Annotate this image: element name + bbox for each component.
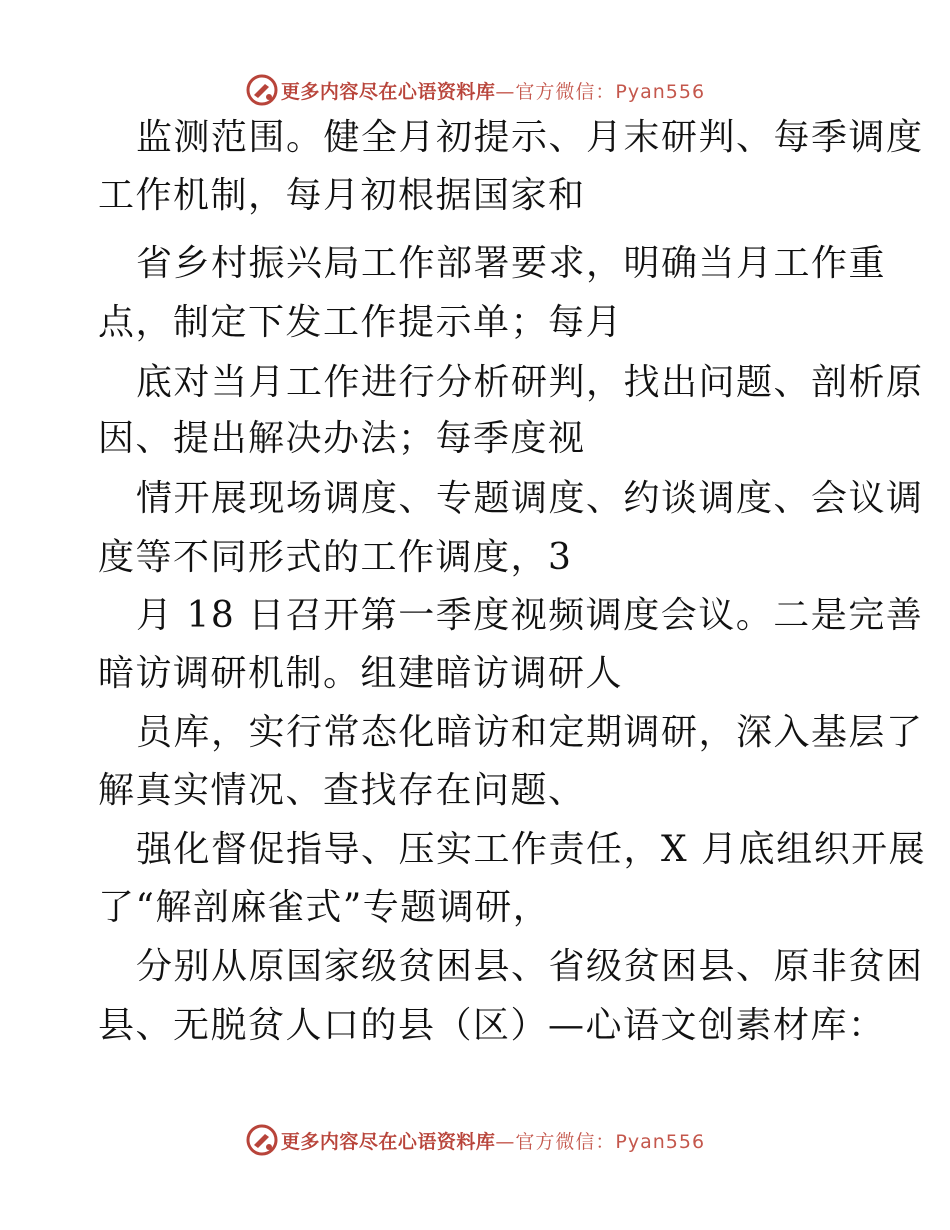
body-line: 工作机制，每月初根据国家和: [98, 175, 586, 216]
body-line: 情开展现场调度、专题调度、约谈调度、会议调: [136, 478, 924, 519]
body-line: 分别从原国家级贫困县、省级贫困县、原非贫困: [136, 946, 924, 987]
body-line: 因、提出解决办法；每季度视: [98, 418, 586, 459]
body-line: 月 18 日召开第一季度视频调度会议。二是完善: [136, 595, 924, 636]
body-line: 度等不同形式的工作调度，3: [98, 537, 573, 578]
body-line: 解真实情况、查找存在问题、: [98, 770, 586, 811]
body-line: 点，制定下发工作提示单；每月: [98, 302, 624, 343]
brand-logo-icon: [245, 73, 279, 107]
body-line: 暗访调研机制。组建暗访调研人: [98, 653, 624, 694]
body-line: 强化督促指导、压实工作责任，X 月底组织开展: [136, 829, 927, 870]
brand-logo-icon: [245, 1123, 279, 1157]
body-line: 省乡村振兴局工作部署要求，明确当月工作重: [136, 243, 887, 284]
header-brand-text: 更多内容尽在心语资料库: [280, 80, 496, 103]
footer-watermark: [0, 1120, 950, 1160]
footer-wechat-text: —官方微信：Pyan556: [495, 1130, 706, 1153]
body-line: 监测范围。健全月初提示、月末研判、每季调度: [136, 117, 924, 158]
body-line: 县、无脱贫人口的县（区）—心语文创素材库：: [98, 1005, 886, 1046]
body-line: 员库，实行常态化暗访和定期调研，深入基层了: [136, 712, 924, 753]
body-line: 了“解剖麻雀式”专题调研，: [98, 887, 551, 928]
footer-brand-text: 更多内容尽在心语资料库: [280, 1130, 496, 1153]
header-watermark: [0, 70, 950, 110]
body-line: 底对当月工作进行分析研判，找出问题、剖析原: [136, 362, 924, 403]
header-wechat-text: —官方微信：Pyan556: [495, 80, 706, 103]
